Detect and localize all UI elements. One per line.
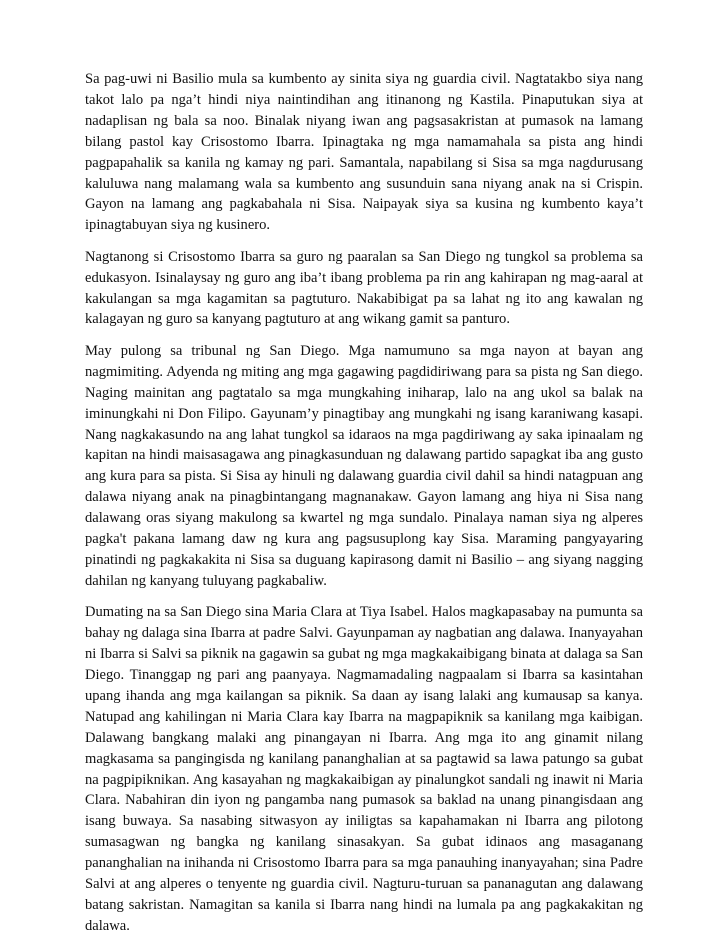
paragraph-education-problem: Nagtanong si Crisostomo Ibarra sa guro ng paaralan sa San Diego ng tungkol sa problema sa edukasyon. Isinalaysay ng guro ang iba’t ibang problema pa rin ang kahirapan ng mag-aaral at kakulangan sa mga kagamitan sa pagtuturo. Nakabibigat pa sa lahat ng ito ang kawalan ng kalagayan ng guro sa kanyang pagtuturo at ang wikang gamit sa panturo. [85, 248, 643, 328]
paragraph-picnic: Dumating na sa San Diego sina Maria Clara at Tiya Isabel. Halos magkapasabay na pumunta sa bahay ng dalaga sina Ibarra at padre Salvi. Gayunpaman ay nagbatian ang dalawa. Inanyayahan ni Ibarra si Salvi sa piknik na gagawin sa gubat ng mga magkakaibigang binata at dalaga sa San Diego. Tinanggap ng pari ang paanyaya. Nagmamadaling nagpaalam si Ibarra sa kasintahan upang ihanda ang mga kailangan sa piknik. Sa daan ay isang lalaki ang kumausap sa kanya. Natupad ang kahilingan ni Maria Clara kay Ibarra na magpapiknik sa kanilang mga kaibigan. Dalawang bangkang malaki ang pinangayan ni Ibarra. Ang mga ito ang ginamit nilang magkasama sa pangingisda ng kanilang pananghalian at sa pagtawid sa lawa patungo sa gubat na pagpipiknikan. Ang kasayahan ng magkakaibigan ay pinalungkot sandali ng inawit ni Maria Clara. Nabahiran din iyon ng pangamba nang pumasok sa baklad na unang pinangisdaan ang isang buwaya. Sa nasabing sitwasyon ay iniligtas sa kapahamakan ni Ibarra ang pilotong sumasagwan ng bangka ng kanilang sinasakyan. Sa gubat idinaos ang masaganang pananghalian na inihanda ni Crisostomo Ibarra para sa mga panauhing inanyayahan; sina Padre Salvi at ang alperes o tenyente ng guardia civil. Nagturu-turuan sa pananagutan ang dalawang batang sakristan. Namagitan sa kanila si Ibarra nang hindi na lumala pa ang pagkakakitan ng dalawa. [85, 604, 643, 934]
paragraph-tribunal-meeting: May pulong sa tribunal ng San Diego. Mga namumuno sa mga nayon at bayan ang nagmimiting. Adyenda ng miting ang mga gagawing pagdidiriwang para sa pista ng San diego. Naging mainitan ang pagtatalo sa mga mungkahing iniharap, lalo na ang ukol sa balak na iminungkahi ni Don Filipo. Gayunam’y pinagtibay ang mungkahi ng isang karaniwang kasapi. Nang nagkakasundo na ang lahat tungkol sa idaraos na mga pagdiriwang ay saka ipinaalam ng kapitan na hindi maisasagawa ang pinagkasunduan ng dalawang partido sapagkat iba ang gusto ang kura para sa pista. Si Sisa ay hinuli ng dalawang guardia civil dahil sa hindi natagpuan ang dalawa niyang anak na pinagbintangang magnanakaw. Gayon lamang ang hiya ni Sisa nang dalawang oras siyang makulong sa kwartel ng mga sundalo. Pinalaya naman siya ng alperes pagka't pakana lamang daw ng kura ang pagsusuplong kay Sisa. Maraming pangyayaring pinatindi ng pagkakakita ni Sisa sa duguang kapirasong damit ni Basilio – ang siyang nagging dahilan ng kanyang tuluyang pagkabaliw. [85, 342, 643, 589]
document-page [85, 69, 643, 937]
paragraph-basilio-sisa: Sa pag-uwi ni Basilio mula sa kumbento ay sinita siya ng guardia civil. Nagtatakbo siya nang takot lalo pa nga’t hindi niya naintindihan ang itinanong ng Kastila. Pinaputukan siya at nadaplisan ng bala sa noo. Binalak niyang iwan ang pagsasakristan at pumasok na lamang bilang pastol kay Crisostomo Ibarra. Ipinagtaka ng mga namamahala sa pista ang hindi pagpapahalik sa kanila ng kamay ng pari. Samantala, napabilang si Sisa sa mga nagdurusang kaluluwa nang malamang wala sa kumbento ang susunduin sana niyang anak na si Crispin. Gayon na lamang ang pagkabahala ni Sisa. Naipayak siya sa kusina ng kumbento kaya’t ipinagtabuyan siya ng kusinero. [85, 71, 643, 234]
